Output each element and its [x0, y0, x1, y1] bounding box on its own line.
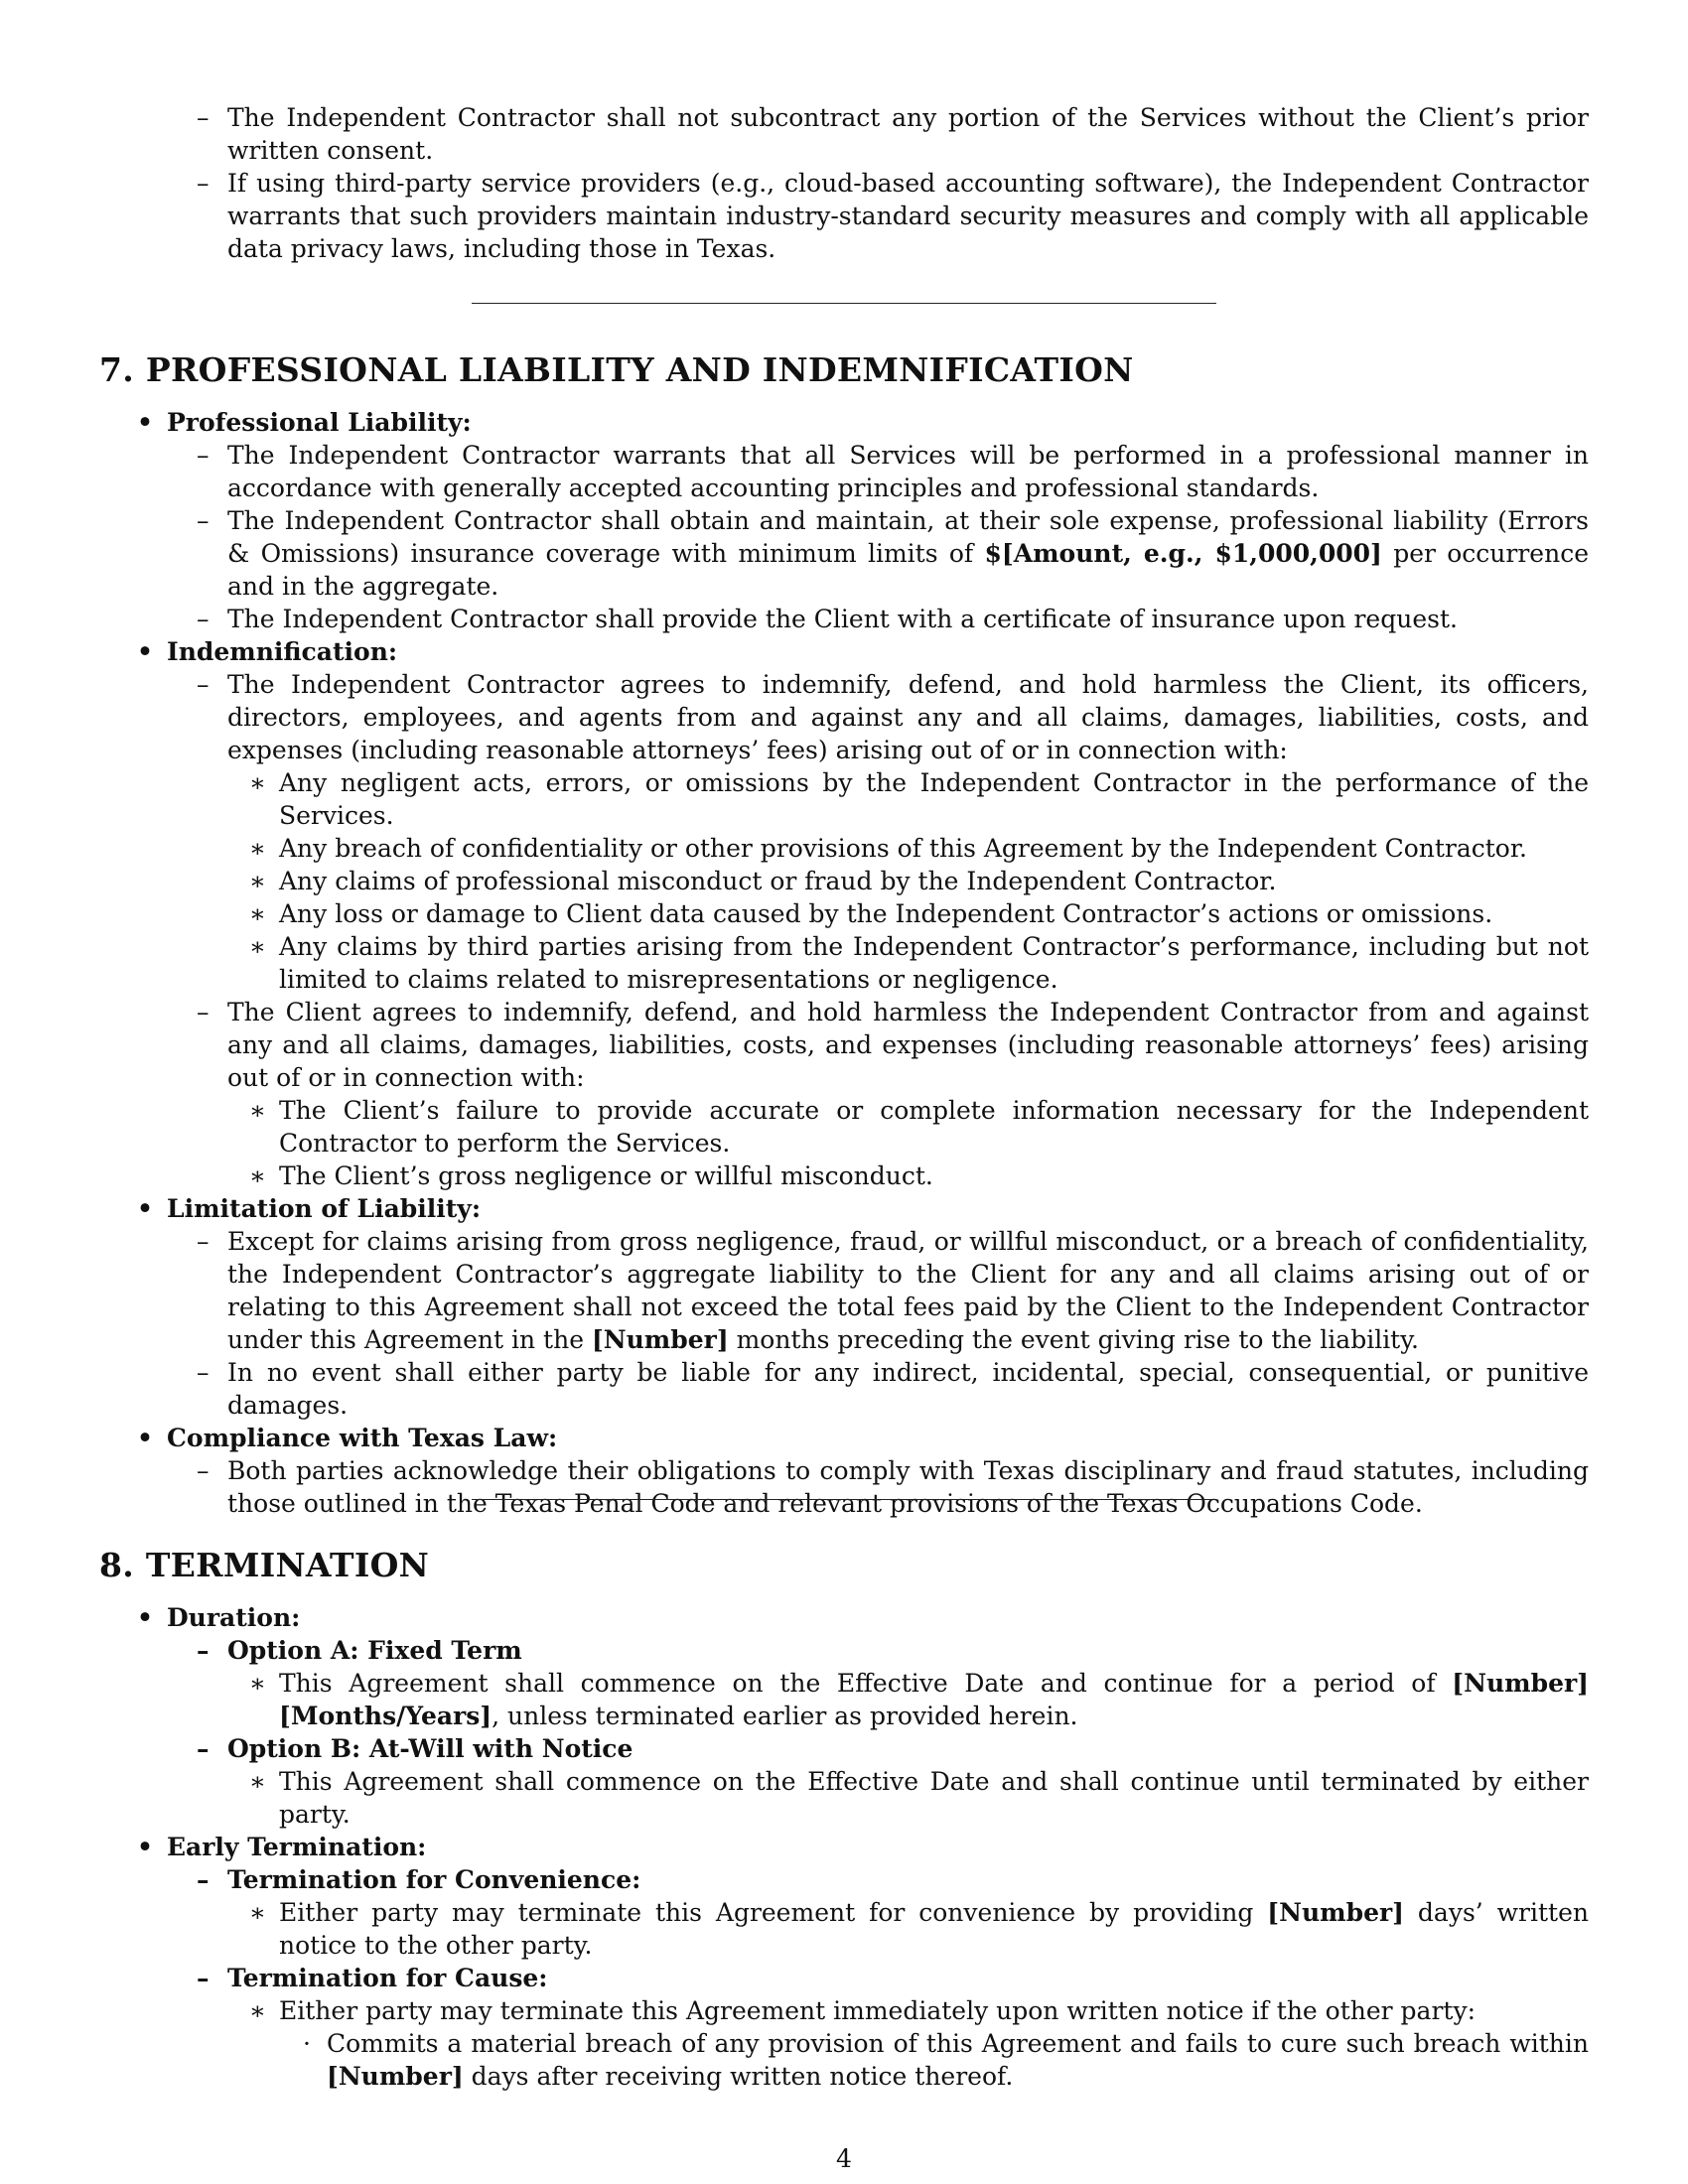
cause-title: – Termination for Cause: [197, 1964, 548, 1992]
list-item: – The Independent Contractor agrees to indemnify, defend, and hold harmless the Client, its officers, directors, employees, and agents from and against any and all claims, damages, liabilities, costs, and expenses (including reasonable attorneys’ fees) arising out of or in connection with: [197, 670, 1589, 764]
bullet-marker: • [137, 1833, 153, 1861]
bullet-marker: • [137, 637, 153, 666]
star-marker: ∗ [249, 899, 266, 928]
number-placeholder: [Number] [1267, 1898, 1404, 1927]
list-item: – The Independent Contractor shall provide the Client with a certificate of insurance upon request. [197, 605, 1458, 633]
intro-list [99, 101, 1589, 265]
option-a-title: – Option A: Fixed Term [197, 1636, 522, 1665]
star-marker: ∗ [249, 1898, 266, 1927]
star-marker: ∗ [249, 1767, 266, 1796]
list-item: · Commits a material breach of any provision of this Agreement and fails to cure such breach within [Number] days after receiving written notice thereof. [303, 2029, 1589, 2091]
list-item: – Except for claims arising from gross negligence, fraud, or willful misconduct, or a breach of confidentiality, the Independent Contractor’s aggregate liability to the Client for any and all claims arising out of or relating to this Agreement shall not exceed the total fees paid by the Client to the Independent Contractor under this Agreement in the [Number] months preceding the event giving rise to the liability. [197, 1227, 1589, 1354]
dash-marker: – [197, 506, 210, 535]
dash-marker: – [197, 103, 210, 132]
list-item: – The Client agrees to indemnify, defend, and hold harmless the Independent Contractor from and against any and all claims, damages, liabilities, costs, and expenses (including reasonable attorneys’ fees) arising out of or in connection with: [197, 998, 1589, 1092]
star-marker: ∗ [249, 768, 266, 797]
list-item: ∗ This Agreement shall commence on the Effective Date and continue for a period of [Number] [Months/Years], unless terminated earlier as provided herein. [249, 1669, 1589, 1730]
dash-marker: – [197, 1964, 210, 1992]
star-marker: ∗ [249, 834, 266, 863]
number-placeholder: [Number] [591, 1325, 729, 1354]
list-item: – The Independent Contractor shall not subcontract any portion of the Services without the Client’s prior written consent. [197, 103, 1589, 165]
dash-marker: – [197, 1865, 210, 1894]
list-item: ∗ Any loss or damage to Client data caused by the Independent Contractor’s actions or omissions. [249, 899, 1493, 928]
dash-marker: – [197, 1358, 210, 1387]
star-marker: ∗ [249, 867, 266, 895]
list-item: – If using third-party service providers (e.g., cloud-based accounting software), the Independent Contractor warrants that such providers maintain industry-standard security measures and comply with all applicable data privacy laws, including those in Texas. [197, 169, 1589, 263]
list-item: – In no event shall either party be liable for any indirect, incidental, special, consequential, or punitive damages. [197, 1358, 1589, 1420]
section-divider [472, 303, 1216, 304]
dash-marker: – [197, 998, 210, 1026]
page-number: 4 [836, 2144, 852, 2173]
duration-title: • Duration: [137, 1603, 301, 1632]
list-item: – The Independent Contractor warrants that all Services will be performed in a professional manner in accordance with generally accepted accounting principles and professional standards. [197, 441, 1589, 502]
convenience-title: – Termination for Convenience: [197, 1865, 641, 1894]
star-marker: ∗ [249, 1161, 266, 1190]
bullet-marker: • [137, 1424, 153, 1452]
list-item: ∗ Either party may terminate this Agreement for convenience by providing [Number] days’ written notice to the other party. [249, 1898, 1589, 1960]
star-marker: ∗ [249, 1996, 266, 2025]
early-termination-title: • Early Termination: [137, 1833, 427, 1861]
star-marker: ∗ [249, 1669, 266, 1698]
dash-marker: – [197, 1636, 210, 1665]
dash-marker: – [197, 1734, 210, 1763]
dash-marker: – [197, 670, 210, 699]
dash-marker: – [197, 169, 210, 198]
amount-placeholder: $[Amount, e.g., $1,000,000] [984, 539, 1382, 568]
professional-liability-title: • Professional Liability: [137, 408, 472, 437]
dot-marker: · [303, 2029, 311, 2058]
list-item: ∗ The Client’s gross negligence or willful misconduct. [249, 1161, 933, 1190]
list-item: ∗ Any claims by third parties arising from the Independent Contractor’s performance, including but not limited to claims related to misrepresentations or negligence. [249, 932, 1589, 994]
section-divider [472, 1499, 1216, 1500]
star-marker: ∗ [249, 932, 266, 961]
list-item: – Both parties acknowledge their obligations to comply with Texas disciplinary and fraud statutes, including those outlined in the Texas Penal Code and relevant provisions of the Texas Occupations Code. [197, 1456, 1589, 1518]
list-item: ∗ Either party may terminate this Agreement immediately upon written notice if the other party: [249, 1996, 1477, 2025]
dash-marker: – [197, 441, 210, 470]
list-item: ∗ The Client’s failure to provide accurate or complete information necessary for the Independent Contractor to perform the Services. [249, 1096, 1589, 1158]
number-placeholder: [Number] [1452, 1669, 1589, 1698]
dash-marker: – [197, 1456, 210, 1485]
bullet-marker: • [137, 408, 153, 437]
list-item: ∗ Any breach of confidentiality or other provisions of this Agreement by the Independent Contractor. [249, 834, 1528, 863]
section-heading-7: 7. PROFESSIONAL LIABILITY AND INDEMNIFICATION [99, 350, 1134, 389]
section-8-body [99, 1601, 1589, 2093]
indemnification-title: • Indemnification: [137, 637, 398, 666]
list-item: ∗ This Agreement shall commence on the Effective Date and shall continue until terminated by either party. [249, 1767, 1589, 1829]
list-item: – The Independent Contractor shall obtain and maintain, at their sole expense, professional liability (Errors & Omissions) insurance coverage with minimum limits of $[Amount, e.g., $1,000,000] per occurrence and in the aggregate. [197, 506, 1589, 601]
dash-marker: – [197, 1227, 210, 1256]
period-placeholder: [Months/Years] [279, 1702, 492, 1730]
section-7-body [99, 406, 1589, 1520]
compliance-title: • Compliance with Texas Law: [137, 1424, 558, 1452]
bullet-marker: • [137, 1194, 153, 1223]
option-b-title: – Option B: At-Will with Notice [197, 1734, 633, 1763]
dash-marker: – [197, 605, 210, 633]
number-placeholder: [Number] [327, 2062, 464, 2091]
limitation-title: • Limitation of Liability: [137, 1194, 482, 1223]
list-item: ∗ Any negligent acts, errors, or omissions by the Independent Contractor in the performance of the Services. [249, 768, 1589, 830]
list-item: ∗ Any claims of professional misconduct or fraud by the Independent Contractor. [249, 867, 1277, 895]
star-marker: ∗ [249, 1096, 266, 1125]
section-heading-8: 8. TERMINATION [99, 1546, 430, 1584]
bullet-marker: • [137, 1603, 153, 1632]
